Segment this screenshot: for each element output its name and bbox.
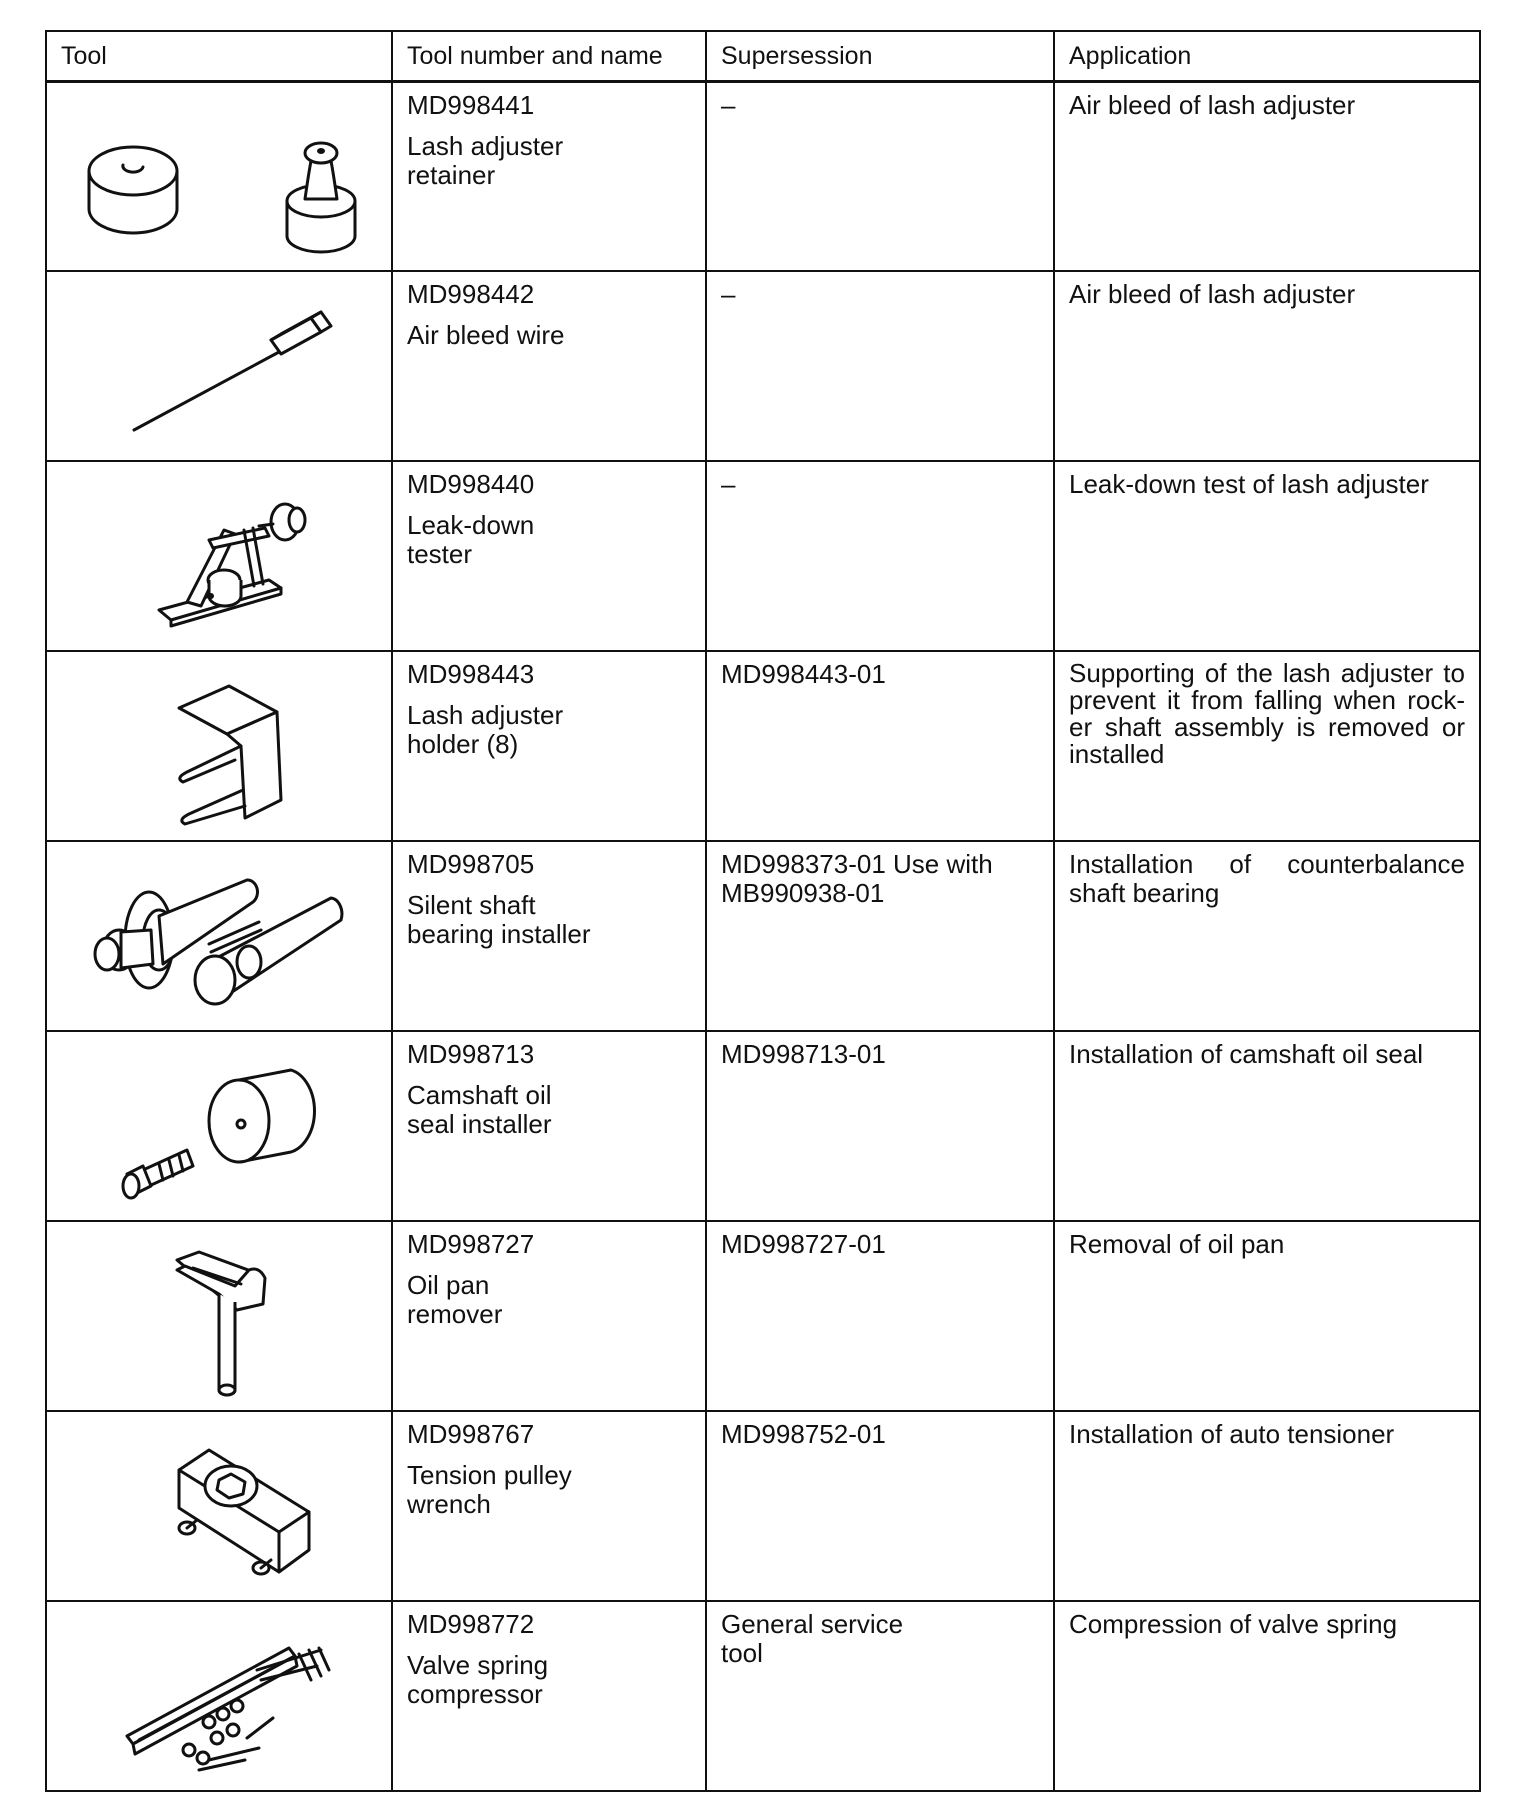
tool-name: Lash adjuster holder (8) (407, 700, 564, 759)
supersession-text: – (721, 279, 736, 309)
tool-image-cell (46, 81, 392, 271)
supersession-text: MD998443-01 (721, 659, 886, 689)
camshaft-oil-seal-installer-icon (59, 1040, 379, 1210)
tool-image-cell (46, 1601, 392, 1791)
tool-name: Valve spring compressor (407, 1650, 549, 1709)
tool-image-cell (46, 271, 392, 461)
table-row (46, 461, 1480, 651)
lash-adjuster-retainer-icon (59, 91, 379, 261)
header-application: Application (1054, 31, 1480, 81)
table-row (46, 271, 1480, 461)
tool-image-cell (46, 1221, 392, 1411)
application-text: Leak-down test of lash adjuster (1069, 469, 1429, 499)
supersession-cell (706, 1031, 1054, 1221)
application-cell (1054, 841, 1480, 1031)
supersession-cell (706, 841, 1054, 1031)
application-text: Air bleed of lash adjuster (1069, 89, 1356, 120)
tool-number: MD998713 (407, 1039, 535, 1069)
lash-adjuster-holder-icon (59, 660, 379, 830)
tool-name: Oil pan remover (407, 1270, 503, 1329)
tool-number-and-name-cell (392, 1601, 706, 1791)
tool-name: Air bleed wire (407, 320, 565, 350)
air-bleed-wire-icon (59, 280, 379, 450)
tool-name: Camshaft oil seal installer (407, 1080, 552, 1139)
tool-name: Lash adjuster retainer (407, 130, 564, 190)
tool-number: MD998767 (407, 1419, 535, 1449)
application-cell (1054, 461, 1480, 651)
application-text: Removal of oil pan (1069, 1229, 1285, 1259)
tool-number: MD998441 (407, 89, 535, 120)
header-supersession: Supersession (706, 31, 1054, 81)
tool-image-cell (46, 1411, 392, 1601)
supersession-cell (706, 651, 1054, 841)
table-row (46, 1031, 1480, 1221)
supersession-text: MD998727-01 (721, 1229, 886, 1259)
tool-image-cell (46, 1031, 392, 1221)
application-text: Installation of auto tensioner (1069, 1419, 1395, 1449)
tool-number-and-name-cell (392, 271, 706, 461)
tool-number: MD998727 (407, 1229, 535, 1259)
tool-number: MD998443 (407, 659, 535, 689)
supersession-cell (706, 1601, 1054, 1791)
tool-number: MD998772 (407, 1609, 535, 1639)
table-row (46, 841, 1480, 1031)
tool-name: Silent shaft bearing installer (407, 890, 591, 949)
supersession-cell (706, 271, 1054, 461)
application-cell (1054, 81, 1480, 271)
table-header-row (46, 31, 1480, 81)
supersession-text: – (721, 89, 736, 120)
tool-number-and-name-cell (392, 461, 706, 651)
application-cell (1054, 1221, 1480, 1411)
application-cell (1054, 1411, 1480, 1601)
application-text: Installation of counterbalance shaft bearing (1069, 849, 1465, 908)
oil-pan-remover-icon (59, 1230, 379, 1400)
header-tool-number-and-name: Tool number and name (392, 31, 706, 81)
application-cell (1054, 1031, 1480, 1221)
supersession-cell (706, 1411, 1054, 1601)
application-text: Air bleed of lash adjuster (1069, 279, 1356, 309)
tool-image-cell (46, 651, 392, 841)
bearing-installer-icon (59, 850, 379, 1020)
tool-number-and-name-cell (392, 1221, 706, 1411)
application-cell (1054, 651, 1480, 841)
tool-number-and-name-cell (392, 651, 706, 841)
valve-spring-compressor-icon (59, 1610, 379, 1780)
supersession-cell (706, 81, 1054, 271)
tool-image-cell (46, 461, 392, 651)
tool-number: MD998442 (407, 279, 535, 309)
tool-image-cell (46, 841, 392, 1031)
supersession-cell (706, 1221, 1054, 1411)
application-text: Installation of camshaft oil seal (1069, 1039, 1424, 1069)
tool-name: Leak-down tester (407, 510, 535, 569)
supersession-text: MD998713-01 (721, 1039, 886, 1069)
supersession-text: – (721, 469, 736, 499)
tool-number-and-name-cell (392, 841, 706, 1031)
special-tools-table (45, 30, 1481, 1792)
tool-name: Tension pulley wrench (407, 1460, 572, 1519)
application-text: Supporting of the lash adjuster to prevent it from falling when rock-er shaft assembly is removed or installed (1069, 658, 1465, 769)
tension-pulley-wrench-icon (59, 1420, 379, 1590)
supersession-cell (706, 461, 1054, 651)
tool-number-and-name-cell (392, 1411, 706, 1601)
tool-number-and-name-cell (392, 1031, 706, 1221)
table-row (46, 651, 1480, 841)
table-row (46, 81, 1480, 271)
tool-number: MD998440 (407, 469, 535, 499)
application-cell (1054, 1601, 1480, 1791)
supersession-text: MD998752-01 (721, 1419, 886, 1449)
table-row (46, 1221, 1480, 1411)
tool-number: MD998705 (407, 849, 535, 879)
supersession-text: General service tool (721, 1609, 904, 1668)
application-cell (1054, 271, 1480, 461)
table-row (46, 1411, 1480, 1601)
tool-number-and-name-cell (392, 81, 706, 271)
table-row (46, 1601, 1480, 1791)
application-text: Compression of valve spring (1069, 1609, 1398, 1639)
supersession-text: MD998373-01 Use with MB990938-01 (721, 849, 993, 908)
header-tool: Tool (46, 31, 392, 81)
leak-down-tester-icon (59, 470, 379, 640)
